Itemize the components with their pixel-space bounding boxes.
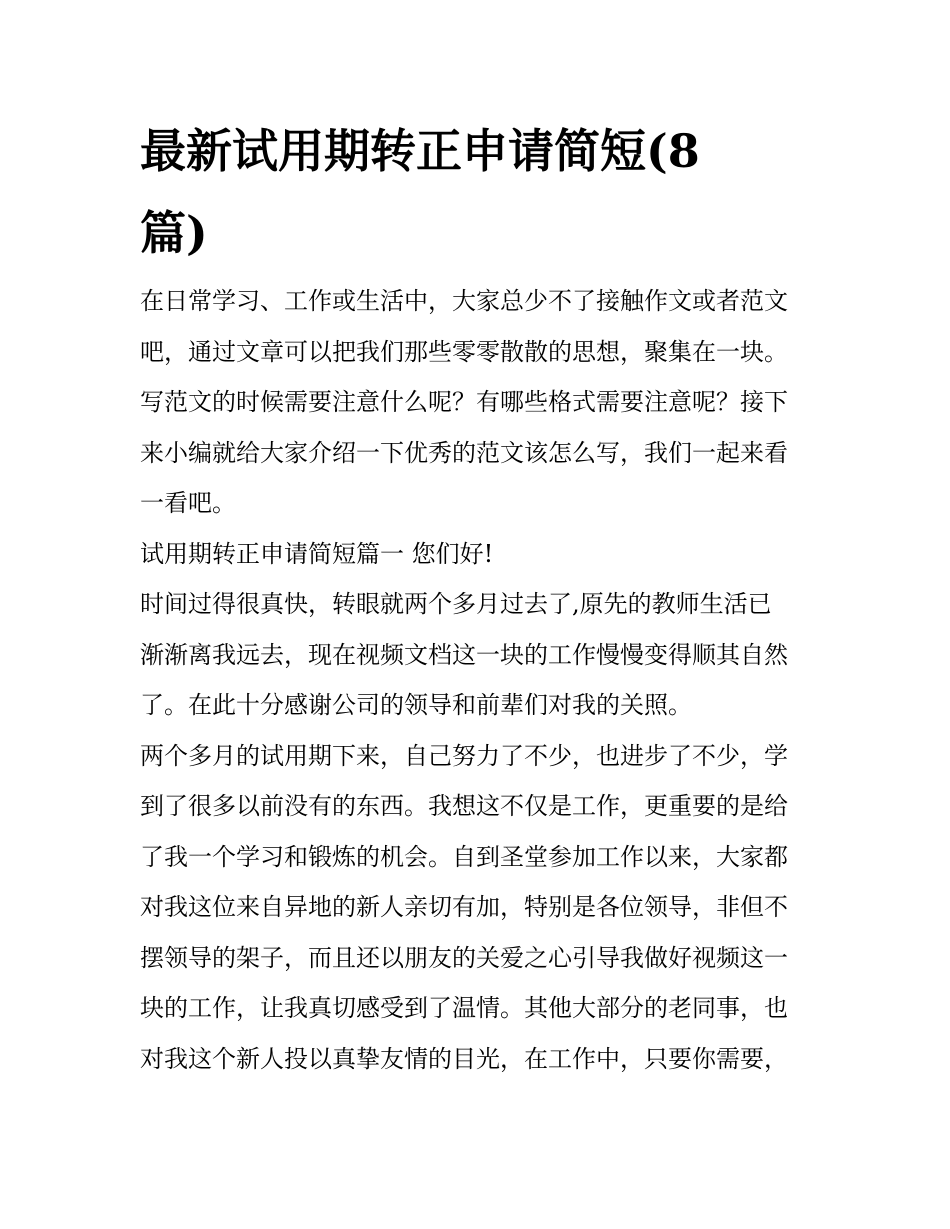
body-line: 一看吧。 — [140, 489, 236, 517]
section-heading: 试用期转正申请简短篇一 您们好! — [140, 539, 494, 568]
body-line: 写范文的时候需要注意什么呢？有哪些格式需要注意呢？接下 — [140, 388, 788, 416]
title-line-1: 最新试用期转正申请简短(8 — [140, 124, 700, 178]
document-body — [140, 276, 816, 1084]
body-line: 块的工作，让我真切感受到了温情。其他大部分的老同事，也 — [140, 994, 788, 1022]
body-line: 了我一个学习和锻炼的机会。自到圣堂参加工作以来，大家都 — [140, 842, 788, 871]
title-line-2: 篇) — [140, 206, 208, 260]
body-line: 两个多月的试用期下来，自己努力了不少，也进步了不少，学 — [140, 741, 788, 770]
body-line: 到了很多以前没有的东西。我想这不仅是工作，更重要的是给 — [140, 792, 788, 820]
body-line: 时间过得很真快，转眼就两个多月过去了,原先的教师生活已 — [140, 590, 772, 618]
body-line: 摆领导的架子，而且还以朋友的关爱之心引导我做好视频这一 — [140, 943, 788, 972]
body-line: 来小编就给大家介绍一下优秀的范文该怎么写，我们一起来看 — [140, 438, 788, 467]
body-line: 了。在此十分感谢公司的领导和前辈们对我的关照。 — [140, 691, 692, 719]
body-line: 在日常学习、工作或生活中，大家总少不了接触作文或者范文 — [140, 287, 788, 315]
body-line: 渐渐离我远去，现在视频文档这一块的工作慢慢变得顺其自然 — [140, 640, 788, 669]
body-line: 对我这位来自异地的新人亲切有加，特别是各位领导，非但不 — [140, 893, 788, 921]
body-line: 吧，通过文章可以把我们那些零零散散的思想，聚集在一块。 — [140, 337, 788, 366]
body-line: 对我这个新人投以真挚友情的目光，在工作中，只要你需要， — [140, 1044, 788, 1073]
document-title — [140, 110, 820, 274]
